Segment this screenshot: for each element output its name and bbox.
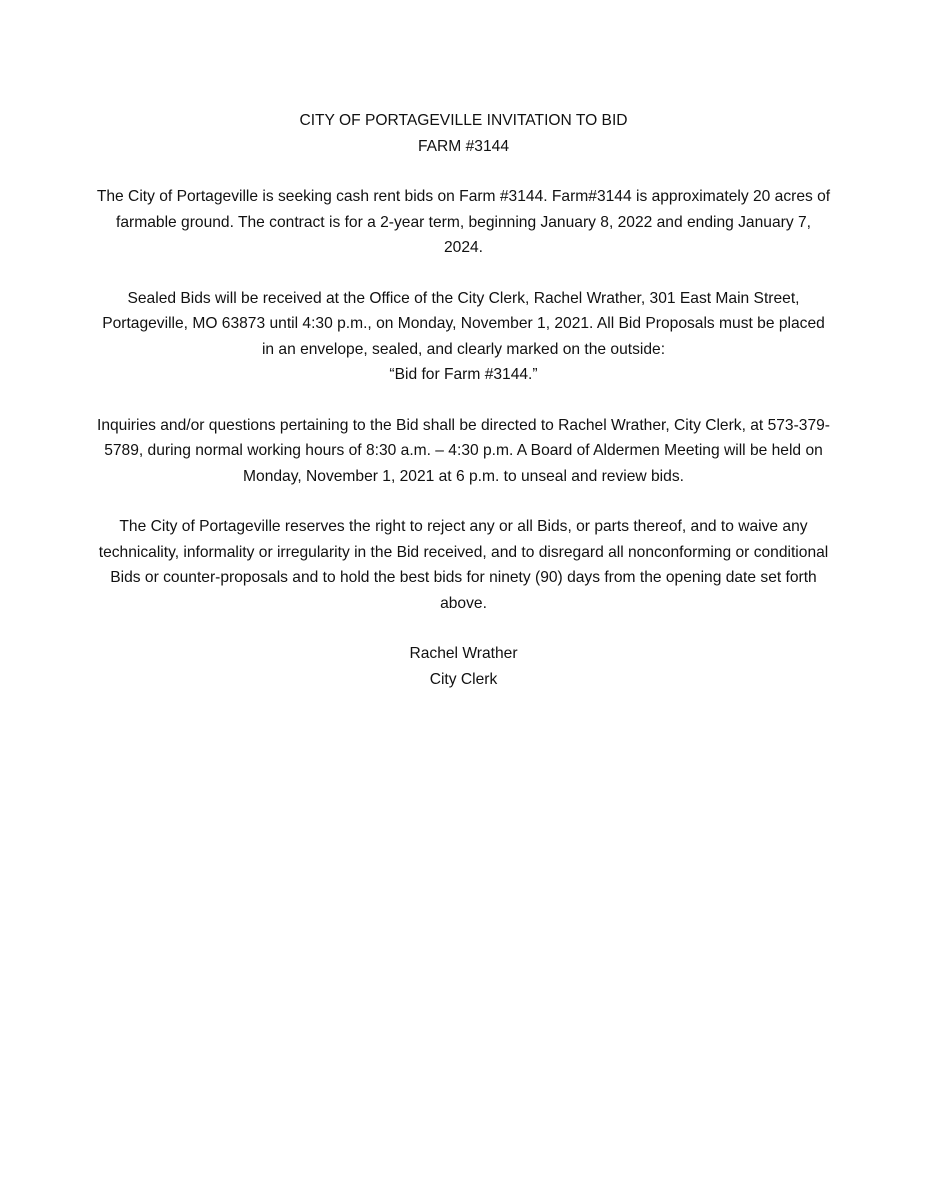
document-subtitle: FARM #3144 <box>417 137 509 155</box>
paragraph-overview: The City of Portageville is seeking cash rent bids on Farm #3144. Farm#3144 is approximately 20 acres of farmable ground. The contract is for a 2-year term, beginning January 8, 2022 and ending January 7, 2024. <box>96 188 831 256</box>
sealed-bids-text: Sealed Bids will be received at the Office of the City Clerk, Rachel Wrather, 301 East Main Street, Portageville, MO 63873 until 4:30 p.m., on Monday, November 1, 2021. All Bid Proposals must be placed in an envelope, sealed, and clearly marked on the outside: <box>102 289 825 358</box>
paragraph-sealed-bids <box>95 286 832 388</box>
document-title: CITY OF PORTAGEVILLE INVITATION TO BID <box>299 112 628 129</box>
paragraph-inquiries: Inquiries and/or questions pertaining to the Bid shall be directed to Rachel Wrather, City Clerk, at 573-379-5789, during normal working hours of 8:30 a.m. – 4:30 p.m. A Board of Aldermen Meeting will be held on Monday, November 1, 2021 at 6 p.m. to unseal and review bids. <box>96 416 831 485</box>
document-body <box>95 108 832 692</box>
signature-name: Rachel Wrather <box>409 645 518 662</box>
paragraph-reservations: The City of Portageville reserves the right to reject any or all Bids, or parts thereof, and to waive any technicality, informality or irregularity in the Bid received, and to disregard all nonconforming or conditional Bids or counter-proposals and to hold the best bids for ninety (90) days from the opening date set forth above. <box>98 518 829 612</box>
envelope-marking: “Bid for Farm #3144.” <box>389 366 538 383</box>
signature-block <box>95 641 832 692</box>
signature-role: City Clerk <box>429 670 498 688</box>
